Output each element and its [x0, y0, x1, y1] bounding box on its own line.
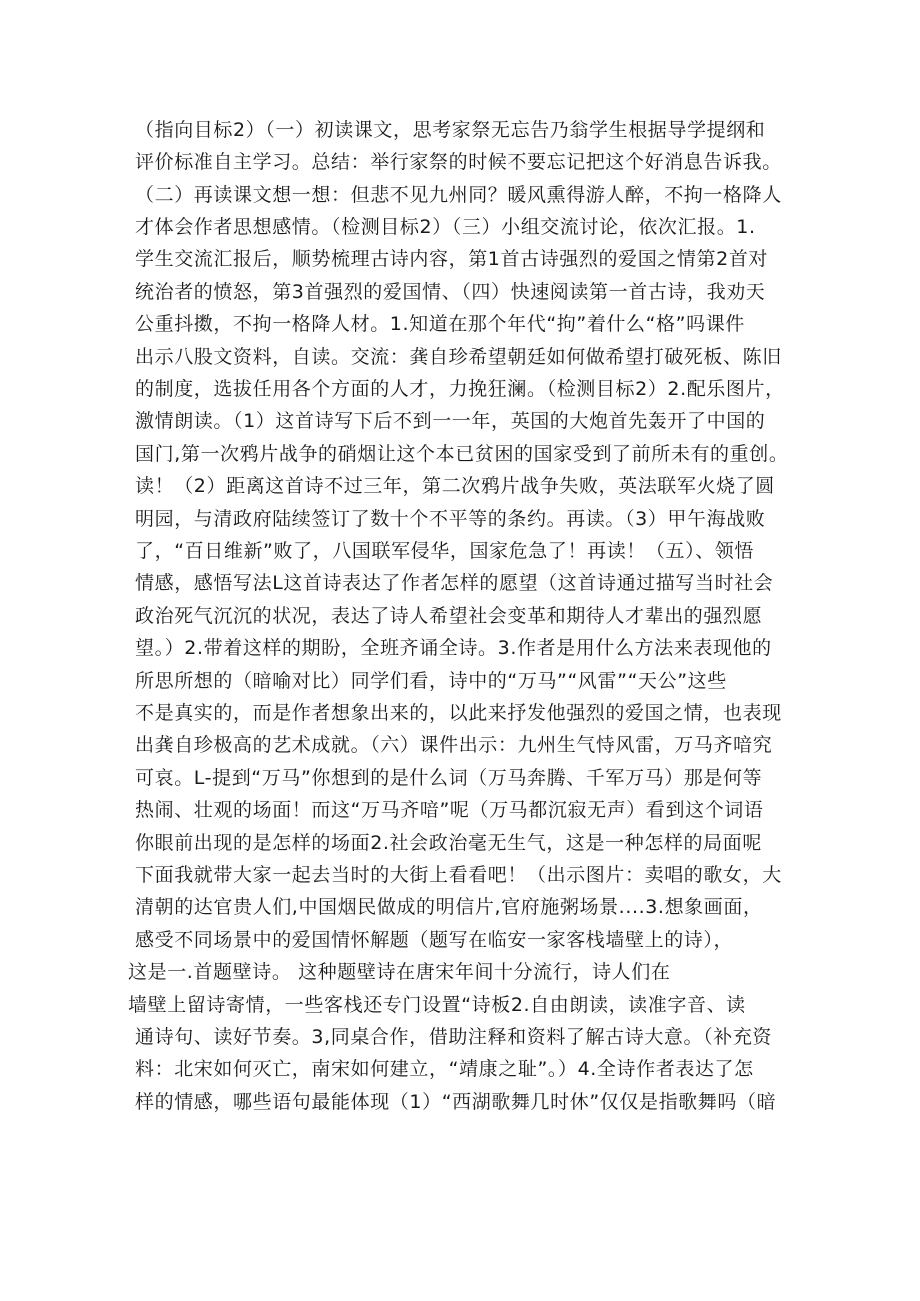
text-line: 的制度，选拔任用各个方面的人才，力挽狂澜。（检测目标2）2.配乐图片， — [135, 378, 785, 400]
text-line: 通诗句、读好节奏。3,同桌合作，借助注释和资料了解古诗大意。（补充资 — [135, 1026, 773, 1048]
text-line: 才体会作者思想感情。（检测目标2）（三）小组交流讨论，依次汇报。1. — [135, 216, 756, 238]
text-line: 学生交流汇报后，顺势梳理古诗内容，第1首古诗强烈的爱国之情第2首对 — [135, 248, 768, 270]
text-line: 不是真实的，而是作者想象出来的，以此来抒发他强烈的爱国之情，也表现 — [135, 702, 782, 724]
text-line: 可哀。L-提到“万马”你想到的是什么词（万马奔腾、千军万马）那是何等 — [135, 767, 763, 789]
text-line: 下面我就带大家一起去当时的大街上看看吧！（出示图片：卖唱的歌女，大 — [135, 864, 782, 886]
text-line: 你眼前出现的是怎样的场面2.社会政治毫无生气，这是一种怎样的局面呢 — [135, 832, 762, 854]
text-line: 所思所想的（暗喻对比）同学们看，诗中的“万马”“风雷”“天公”这些 — [135, 670, 727, 692]
text-line: 政治死气沉沉的状况，表达了诗人希望社会变革和期待人才辈出的强烈愿 — [135, 605, 763, 627]
text-line: 公重抖擞，不拘一格降人材。1.知道在那个年代“拘”着什么“格”吗课件 — [135, 313, 745, 335]
text-line: 样的情感，哪些语句最能体现（1）“西湖歌舞几时休”仅仅是指歌舞吗（暗 — [135, 1091, 777, 1113]
text-line: 明园，与清政府陆续签订了数十个不平等的条约。再读。（3）甲午海战败 — [135, 508, 766, 530]
text-line: 望。）2.带着这样的期盼，全班齐诵全诗。3.作者是用什么方法来表现他的 — [135, 637, 772, 659]
text-line: 出示八股文资料，自读。交流：龚自珍希望朝廷如何做希望打破死板、陈旧 — [135, 346, 782, 368]
text-line: 统治者的愤怒，第3首强烈的爱国情、（四）快速阅读第一首古诗，我劝天 — [135, 281, 766, 303]
text-line: （指向目标2）（一）初读课文，思考家祭无忘告乃翁学生根据导学提纲和 — [135, 119, 766, 141]
text-line: 评价标准自主学习。总结：举行家祭的时候不要忘记把这个好消息告诉我。 — [135, 151, 782, 173]
text-line: 热闹、壮观的场面！而这“万马齐喑”呢（万马都沉寂无声）看到这个词语 — [135, 799, 764, 821]
text-line: （二）再读课文想一想：但悲不见九州同？暖风熏得游人醉，不拘一格降人 — [135, 184, 782, 206]
text-line: 情感，感悟写法L这首诗表达了作者怎样的愿望（这首诗通过描写当时社会 — [135, 572, 774, 594]
text-line: 了，“百日维新”败了，八国联军侵华，国家危急了！再读！（五）、领悟 — [135, 540, 754, 562]
text-line: 感受不同场景中的爱国情怀解题（题写在临安一家客栈墙壁上的诗）， — [135, 929, 734, 951]
text-line: 清朝的达官贵人们,中国烟民做成的明信片,官府施粥场景....3.想象画面， — [135, 896, 763, 918]
text-line: 国门,第一次鸦片战争的硝烟让这个本已贫困的国家受到了前所未有的重创。 — [135, 443, 789, 465]
text-line: 读！（2）距离这首诗不过三年，第二次鸦片战争失败，英法联军火烧了圆 — [135, 475, 775, 497]
text-line: 这是一.首题壁诗。 这种题壁诗在唐宋年间十分流行，诗人们在 — [128, 961, 671, 983]
text-line: 料：北宋如何灭亡，南宋如何建立，“靖康之耻”。）4.全诗作者表达了怎 — [135, 1058, 754, 1080]
text-line: 墙壁上留诗寄情，一些客栈还专门设置“诗板2.自由朗读，读准字音、读 — [128, 994, 746, 1016]
text-line: 激情朗读。（1）这首诗写下后不到一一年，英国的大炮首先轰开了中国的 — [135, 410, 766, 432]
text-line: 出龚自珍极高的艺术成就。（六）课件出示：九州生气恃风雷，万马齐喑究 — [135, 734, 773, 756]
